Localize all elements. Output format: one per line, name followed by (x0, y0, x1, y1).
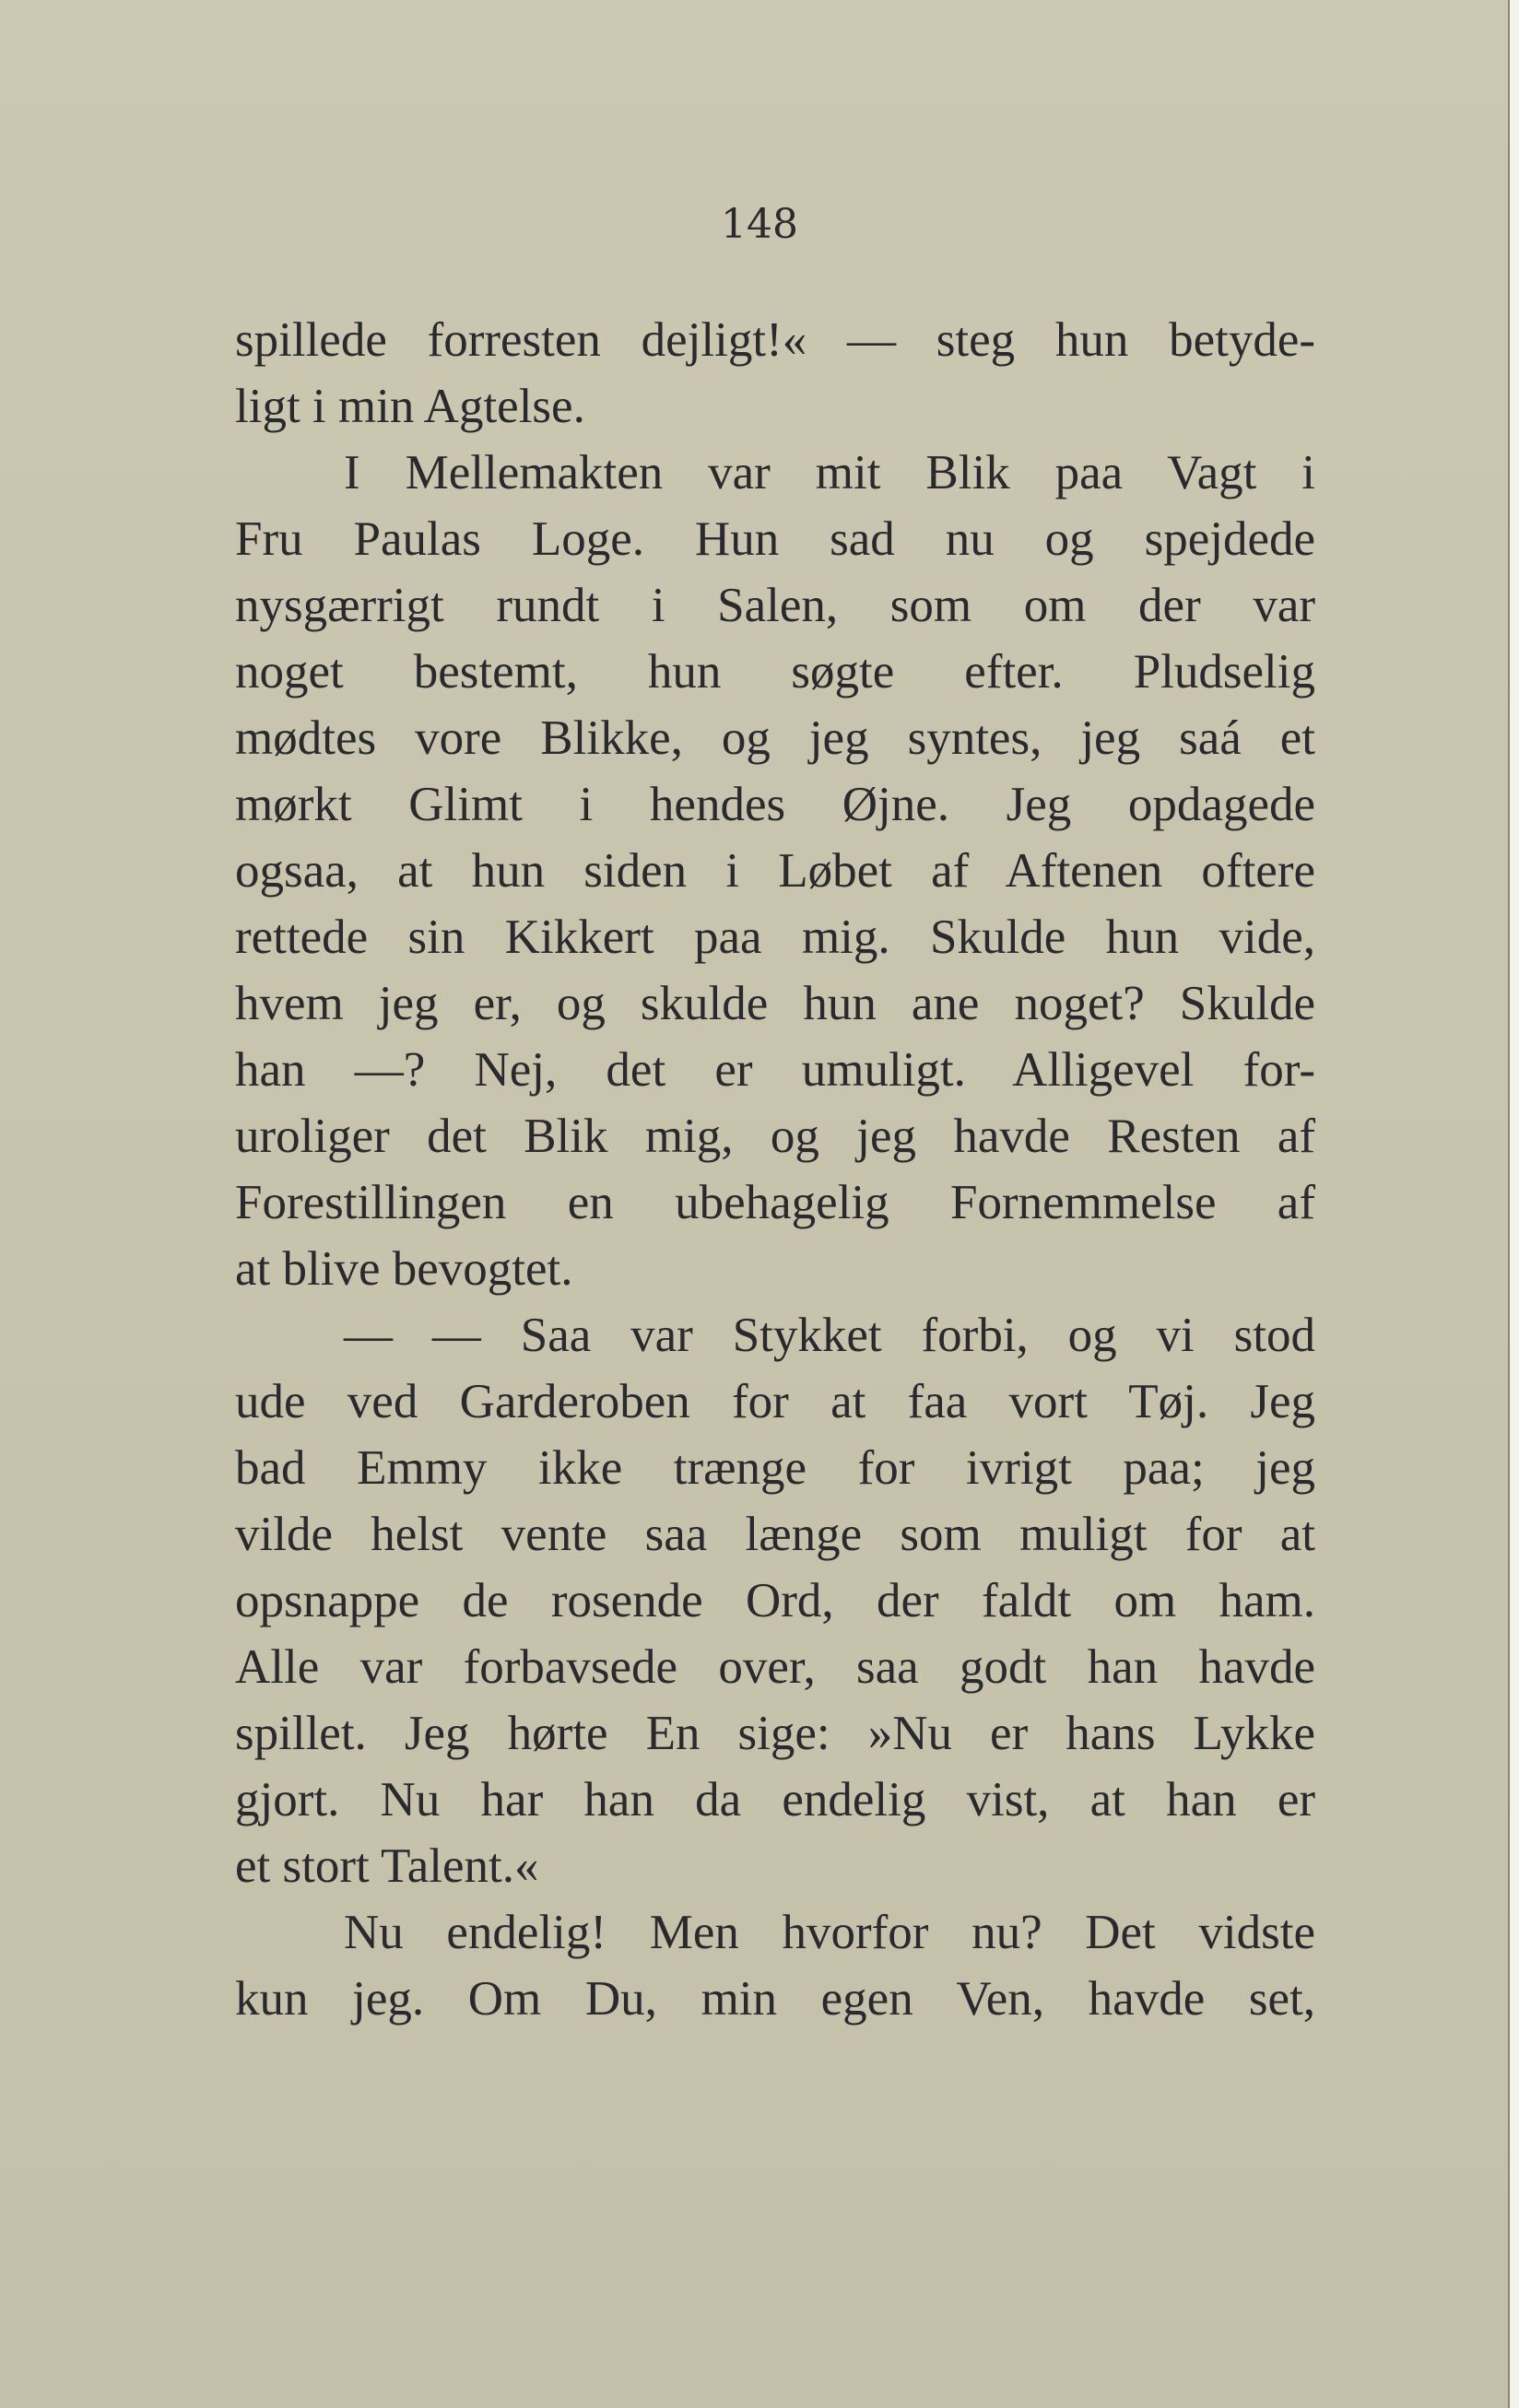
text-line: — — Saa var Stykket forbi, og vi stod (344, 1309, 1315, 1362)
text-line: at blive bevogtet. (235, 1242, 573, 1296)
text-line: hvem jeg er, og skulde hun ane noget? Skulde (235, 977, 1315, 1030)
text-line: rettede sin Kikkert paa mig. Skulde hun vide, (235, 910, 1315, 964)
text-line: spillede forresten dejligt!« — steg hun betyde- (235, 313, 1315, 367)
text-line: vilde helst vente saa længe som muligt for at (235, 1508, 1315, 1561)
text-line: bad Emmy ikke trænge for ivrigt paa; jeg (235, 1441, 1315, 1495)
text-line: et stort Talent.« (235, 1839, 539, 1893)
text-line: kun jeg. Om Du, min egen Ven, havde set, (235, 1972, 1315, 2026)
text-line: opsnappe de rosende Ord, der faldt om ham. (235, 1574, 1315, 1627)
text-line: han —? Nej, det er umuligt. Alligevel for- (235, 1043, 1315, 1097)
text-line: uroliger det Blik mig, og jeg havde Resten af (235, 1110, 1315, 1163)
text-line: ude ved Garderoben for at faa vort Tøj. Jeg (235, 1375, 1315, 1428)
body-text (235, 307, 1315, 2032)
text-line: ligt i min Agtelse. (235, 380, 585, 433)
text-line: Forestillingen en ubehagelig Fornemmelse af (235, 1176, 1315, 1229)
text-line: nysgærrigt rundt i Salen, som om der var (235, 579, 1315, 632)
text-line: Nu endelig! Men hvorfor nu? Det vidste (344, 1906, 1315, 1959)
text-line: ogsaa, at hun siden i Løbet af Aftenen oftere (235, 844, 1315, 898)
text-line: I Mellemakten var mit Blik paa Vagt i (344, 446, 1315, 499)
text-line: spillet. Jeg hørte En sige: »Nu er hans Lykke (235, 1707, 1315, 1760)
page-edge (1508, 0, 1519, 2408)
text-line: noget bestemt, hun søgte efter. Pludselig (235, 645, 1315, 699)
text-line: gjort. Nu har han da endelig vist, at han er (235, 1773, 1315, 1827)
text-line: Alle var forbavsede over, saa godt han havde (235, 1640, 1315, 1694)
page-number: 148 (721, 201, 798, 248)
text-line: Fru Paulas Loge. Hun sad nu og spejdede (235, 512, 1315, 566)
text-line: mødtes vore Blikke, og jeg syntes, jeg saá et (235, 711, 1315, 765)
text-line: mørkt Glimt i hendes Øjne. Jeg opdagede (235, 778, 1315, 831)
